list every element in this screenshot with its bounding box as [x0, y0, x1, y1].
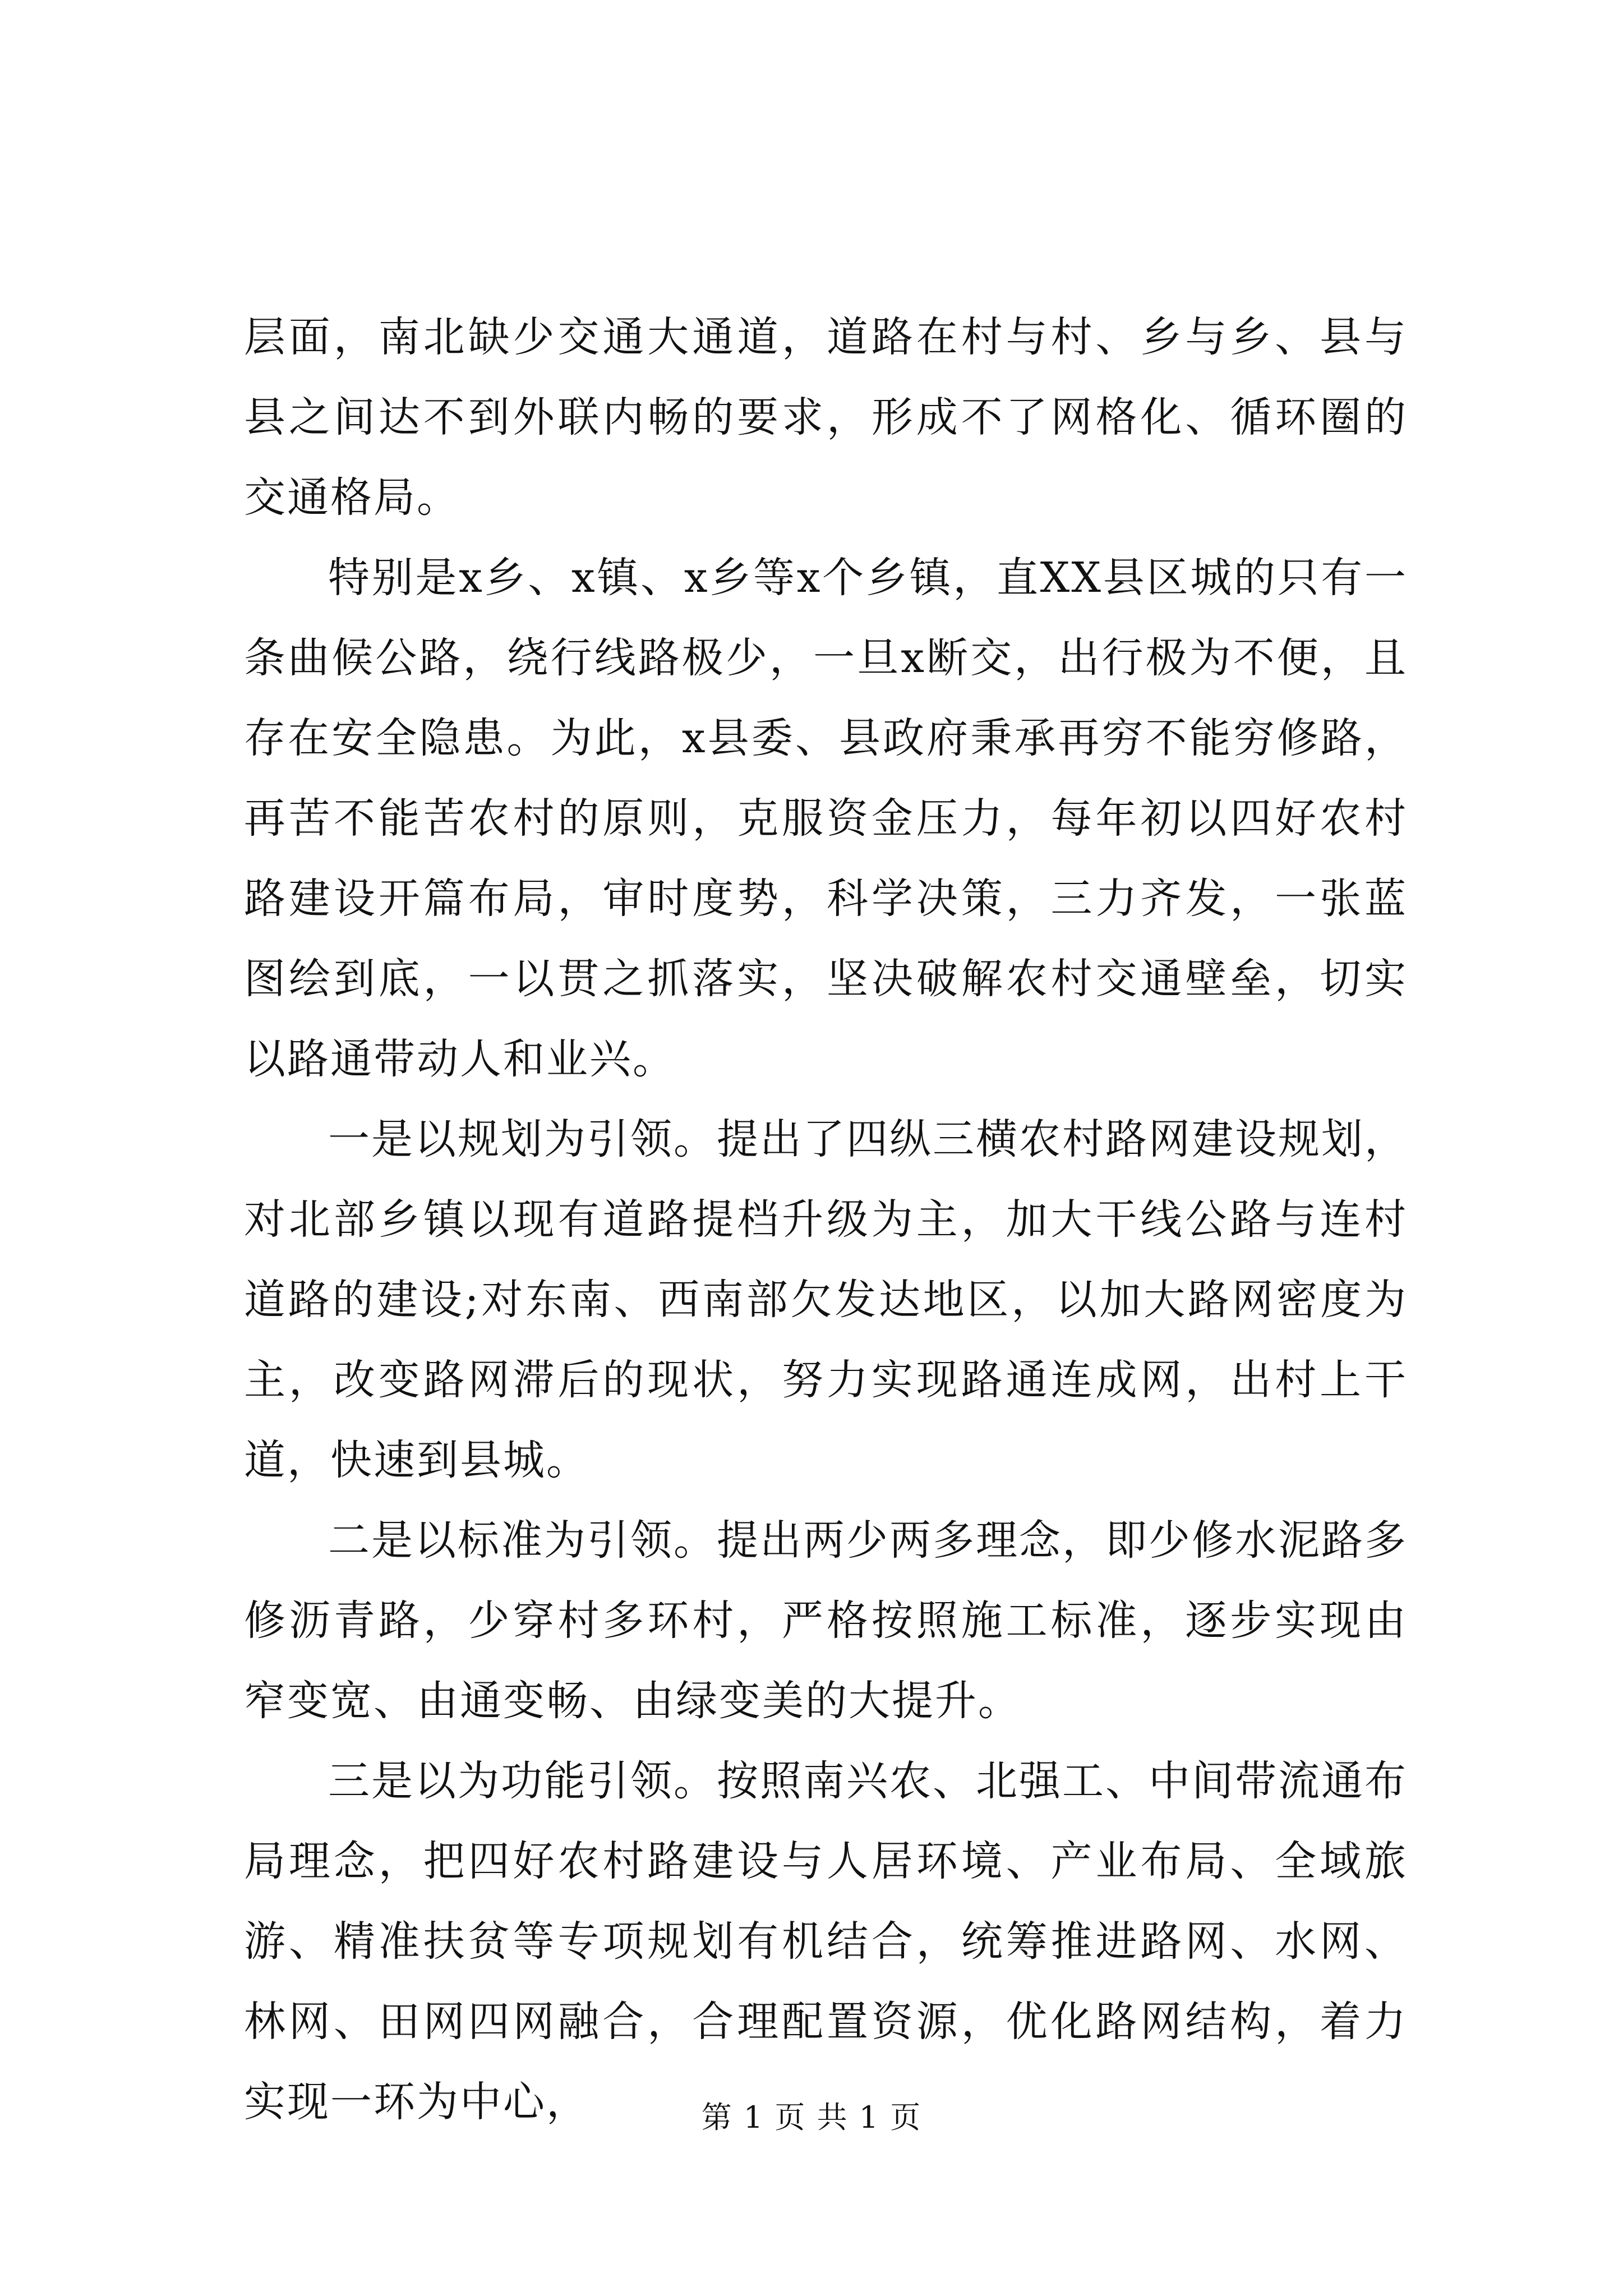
paragraph-1: 层面，南北缺少交通大通道，道路在村与村、乡与乡、县与县之间达不到外联内畅的要求，形成不了网格化、循环圈的交通格局。	[244, 313, 1408, 522]
page-number-footer: 第 1 页 共 1 页	[701, 2100, 922, 2135]
document-body	[244, 297, 1408, 2142]
paragraph-3: 一是以规划为引领。提出了四纵三横农村路网建设规划，对北部乡镇以现有道路提档升级为主，加大干线公路与连村道路的建设;对东南、西南部欠发达地区，以加大路网密度为主，改变路网滞后的现状，努力实现路通连成网，出村上干道，快速到县城。	[244, 1115, 1408, 1484]
paragraph-4: 二是以标准为引领。提出两少两多理念，即少修水泥路多修沥青路，少穿村多环村，严格按照施工标准，逐步实现由窄变宽、由通变畅、由绿变美的大提升。	[244, 1516, 1408, 1725]
paragraph-5: 三是以为功能引领。按照南兴农、北强工、中间带流通布局理念，把四好农村路建设与人居环境、产业布局、全域旅游、精准扶贫等专项规划有机结合，统筹推进路网、水网、林网、田网四网融合，合理配置资源，优化路网结构，着力实现一环为中心，	[244, 1757, 1408, 2126]
paragraph-2: 特别是x乡、x镇、x乡等x个乡镇，直XX县区城的只有一条曲候公路，绕行线路极少，一旦x断交，出行极为不便，且存在安全隐患。为此，x县委、县政府秉承再穷不能穷修路，再苦不能苦农村的原则，克服资金压力，每年初以四好农村路建设开篇布局，审时度势，科学决策，三力齐发，一张蓝图绘到底，一以贯之抓落实，坚决破解农村交通壁垒，切实以路通带动人和业兴。	[244, 554, 1408, 1083]
